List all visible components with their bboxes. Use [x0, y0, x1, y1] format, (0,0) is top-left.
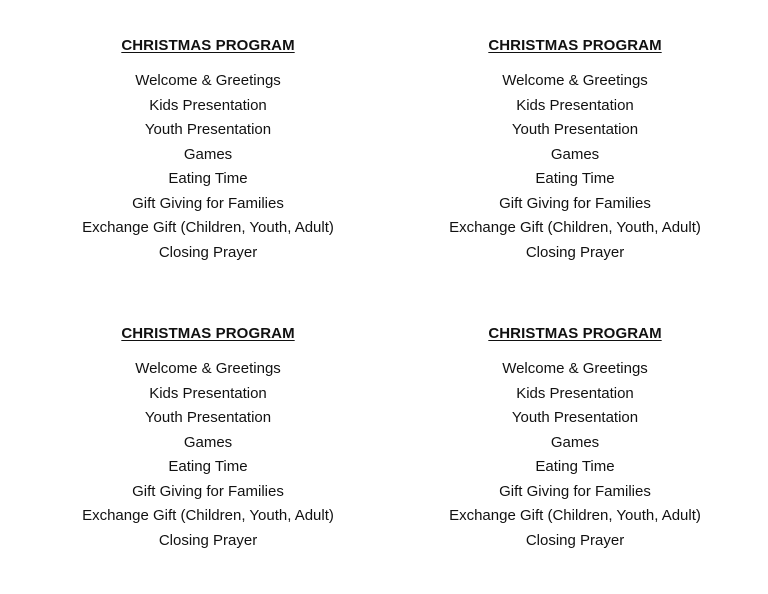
program-item: Welcome & Greetings: [502, 360, 648, 377]
program-item: Kids Presentation: [516, 96, 634, 114]
program-item: Closing Prayer: [525, 531, 625, 549]
program-card-top-left: [16, 36, 400, 265]
program-card-top-right: [383, 36, 767, 265]
program-item: Exchange Gift (Children, Youth, Adult): [449, 507, 701, 524]
program-item: Welcome & Greetings: [135, 360, 281, 377]
program-item: Eating Time: [535, 170, 615, 187]
program-item: Youth Presentation: [144, 409, 272, 426]
program-item: Youth Presentation: [511, 121, 639, 138]
program-item: Games: [183, 433, 233, 451]
program-item: Games: [550, 145, 600, 163]
program-title: CHRISTMAS PROGRAM: [488, 37, 662, 54]
program-item: Youth Presentation: [144, 121, 272, 138]
program-title: CHRISTMAS PROGRAM: [488, 325, 662, 342]
program-item: Closing Prayer: [158, 243, 258, 261]
program-item: Welcome & Greetings: [502, 72, 648, 89]
program-title: CHRISTMAS PROGRAM: [121, 325, 295, 342]
program-item: Gift Giving for Families: [499, 482, 651, 500]
program-item: Eating Time: [535, 458, 615, 475]
program-item: Eating Time: [168, 170, 248, 187]
program-item: Kids Presentation: [149, 96, 267, 114]
program-item: Eating Time: [168, 458, 248, 475]
program-item: Gift Giving for Families: [132, 482, 284, 500]
program-item: Closing Prayer: [525, 243, 625, 261]
program-title: CHRISTMAS PROGRAM: [121, 37, 295, 54]
program-item: Games: [550, 433, 600, 451]
program-item: Games: [183, 145, 233, 163]
program-item: Closing Prayer: [158, 531, 258, 549]
program-item: Welcome & Greetings: [135, 72, 281, 89]
program-item: Gift Giving for Families: [132, 194, 284, 212]
program-card-bottom-left: [16, 324, 400, 553]
program-item: Exchange Gift (Children, Youth, Adult): [82, 507, 334, 524]
program-card-bottom-right: [383, 324, 767, 553]
program-item: Exchange Gift (Children, Youth, Adult): [82, 219, 334, 236]
program-item: Kids Presentation: [516, 384, 634, 402]
program-item: Exchange Gift (Children, Youth, Adult): [449, 219, 701, 236]
program-item: Gift Giving for Families: [499, 194, 651, 212]
program-item: Kids Presentation: [149, 384, 267, 402]
program-item: Youth Presentation: [511, 409, 639, 426]
